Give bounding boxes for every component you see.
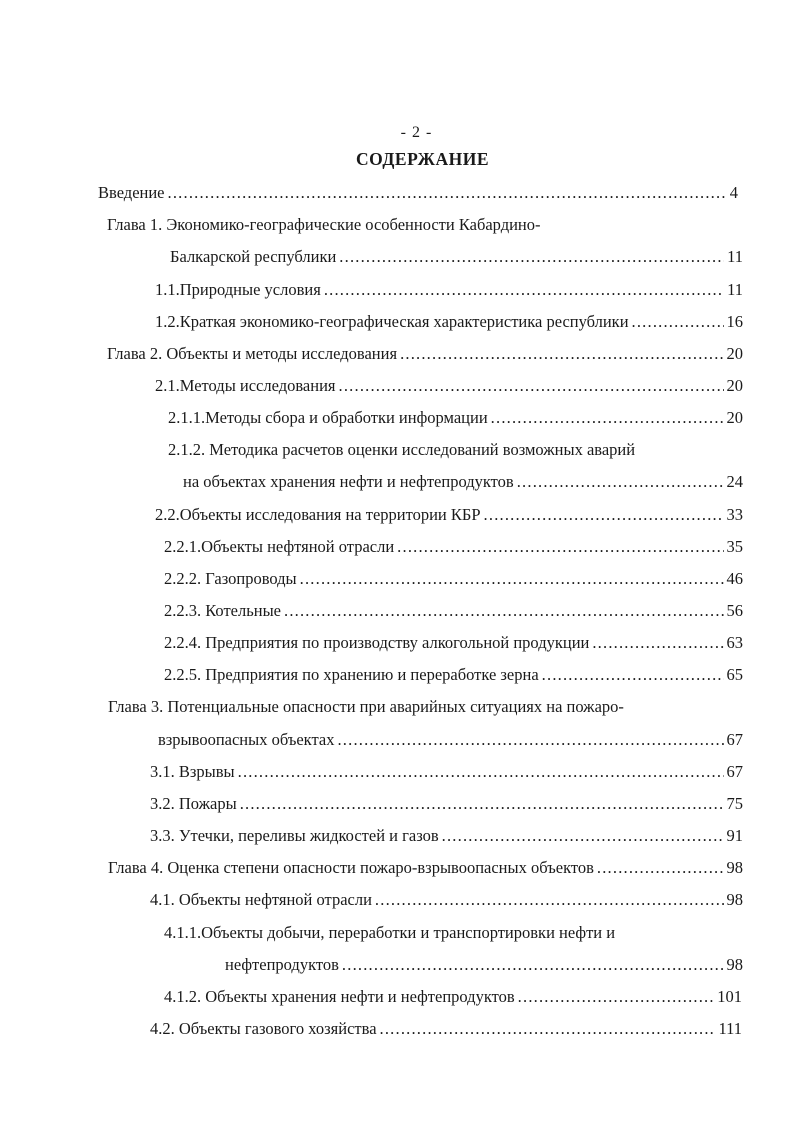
- toc-entry: [170, 245, 743, 269]
- toc-entry-title: 4.2. Объекты газового хозяйства: [150, 1019, 377, 1038]
- toc-entry-page: 24: [726, 472, 743, 491]
- toc-entry-page: 98: [726, 955, 743, 974]
- leader-dots: [240, 792, 724, 816]
- toc-entry: [164, 535, 743, 559]
- toc-entry-page: 111: [718, 1019, 742, 1038]
- toc-entry: [164, 985, 742, 1009]
- toc-entry-page: 20: [726, 344, 743, 363]
- leader-dots: [397, 535, 723, 559]
- toc-entry: [150, 888, 743, 912]
- toc-entry-title: 4.1. Объекты нефтяной отрасли: [150, 890, 372, 909]
- leader-dots: [342, 953, 724, 977]
- toc-entry-page: 67: [726, 730, 743, 749]
- toc-entry-title: 2.2.5. Предприятия по хранению и переработке зерна: [164, 665, 539, 684]
- toc-entry: [158, 728, 743, 752]
- leader-dots: [375, 888, 724, 912]
- toc-entry-title: 4.1.1.Объекты добычи, переработки и транспортировки нефти и: [164, 923, 616, 942]
- leader-dots: [400, 342, 723, 366]
- toc-entry: [150, 792, 743, 816]
- toc-entry-title: 2.2.2. Газопроводы: [164, 569, 297, 588]
- toc-entry-page: 98: [726, 890, 743, 909]
- toc-entry-title: 1.1.Природные условия: [155, 280, 321, 299]
- toc-entry: [155, 278, 743, 302]
- toc-entry: [164, 567, 743, 591]
- toc-heading: СОДЕРЖАНИЕ: [355, 149, 489, 169]
- leader-dots: [442, 824, 724, 848]
- toc-entry: [108, 856, 743, 880]
- leader-dots: [597, 856, 724, 880]
- toc-entry: [183, 470, 743, 494]
- toc-entry-title: Глава 3. Потенциальные опасности при аварийных ситуациях на пожаро-: [108, 697, 624, 716]
- toc-entry: [155, 310, 743, 334]
- toc-entry-title: Введение: [98, 183, 165, 202]
- toc-entry-page: 98: [726, 858, 743, 877]
- toc-entry-page: 20: [726, 408, 743, 427]
- leader-dots: [238, 760, 724, 784]
- toc-entry: [164, 921, 615, 945]
- toc-entry-title: взрывоопасных объектах: [158, 730, 335, 749]
- toc-entry-title: Глава 1. Экономико-географические особенности Кабардино-: [107, 215, 541, 234]
- toc-entry-title: 4.1.2. Объекты хранения нефти и нефтепродуктов: [164, 987, 515, 1006]
- toc-entry-title: 2.2.1.Объекты нефтяной отрасли: [164, 537, 395, 556]
- toc-entry-title: на объектах хранения нефти и нефтепродуктов: [183, 472, 514, 491]
- toc-entry-page: 35: [726, 537, 743, 556]
- toc-entry: [164, 663, 743, 687]
- toc-entry: [168, 438, 635, 462]
- toc-entry-title: Балкарской республики: [170, 247, 337, 266]
- toc-entry-title: 3.3. Утечки, переливы жидкостей и газов: [150, 826, 439, 845]
- toc-entry-page: 63: [726, 633, 743, 652]
- toc-entry-page: 75: [726, 794, 743, 813]
- toc-entry-page: 56: [726, 601, 743, 620]
- toc-entry: [164, 599, 743, 623]
- leader-dots: [337, 728, 723, 752]
- toc-entry: [107, 342, 743, 366]
- toc-entry: [168, 406, 743, 430]
- toc-entry-title: 2.1.Методы исследования: [155, 376, 336, 395]
- toc-entry: [150, 760, 743, 784]
- leader-dots: [339, 245, 724, 269]
- toc-entry-page: 33: [726, 505, 743, 524]
- toc-entry-page: 91: [726, 826, 743, 845]
- toc-entry: [164, 631, 743, 655]
- leader-dots: [284, 599, 724, 623]
- toc-entry: [108, 695, 624, 719]
- toc-entry: [98, 181, 738, 205]
- leader-dots: [542, 663, 724, 687]
- toc-entry-title: 1.2.Краткая экономико-географическая характеристика республики: [155, 312, 629, 331]
- toc-entry-page: 67: [726, 762, 743, 781]
- toc-entry-title: 2.2.4. Предприятия по производству алкогольной продукции: [164, 633, 590, 652]
- toc-entry-title: 3.2. Пожары: [150, 794, 237, 813]
- leader-dots: [632, 310, 724, 334]
- toc-entry-page: 65: [726, 665, 743, 684]
- leader-dots: [339, 374, 724, 398]
- toc-entry-page: 16: [726, 312, 743, 331]
- leader-dots: [484, 503, 724, 527]
- toc-entry: [155, 503, 743, 527]
- toc-entry-title: нефтепродуктов: [225, 955, 339, 974]
- toc-entry-title: 2.2.Объекты исследования на территории КБР: [155, 505, 481, 524]
- toc-entry: [107, 213, 541, 237]
- leader-dots: [324, 278, 724, 302]
- page-number: - 2 -: [400, 124, 433, 141]
- toc-entry-title: 2.1.1.Методы сбора и обработки информации: [168, 408, 488, 427]
- toc-entry: [225, 953, 743, 977]
- toc-entry-page: 20: [726, 376, 743, 395]
- toc-entry-page: 11: [727, 247, 743, 266]
- leader-dots: [517, 470, 724, 494]
- toc-entry: [150, 1017, 742, 1041]
- leader-dots: [592, 631, 723, 655]
- toc-entry-title: 2.2.3. Котельные: [164, 601, 281, 620]
- toc-entry-page: 4: [729, 183, 738, 202]
- toc-entry-title: Глава 4. Оценка степени опасности пожаро-взрывоопасных объектов: [108, 858, 594, 877]
- toc-entry-title: Глава 2. Объекты и методы исследования: [107, 344, 398, 363]
- leader-dots: [300, 567, 724, 591]
- leader-dots: [518, 985, 715, 1009]
- toc-entry-title: 2.1.2. Методика расчетов оценки исследований возможных аварий: [168, 440, 636, 459]
- toc-entry-title: 3.1. Взрывы: [150, 762, 235, 781]
- toc-entry: [150, 824, 743, 848]
- leader-dots: [380, 1017, 716, 1041]
- toc-entry-page: 11: [727, 280, 743, 299]
- leader-dots: [491, 406, 724, 430]
- toc-entry-page: 46: [726, 569, 743, 588]
- leader-dots: [168, 181, 727, 205]
- toc-entry: [155, 374, 743, 398]
- toc-entry-page: 101: [717, 987, 742, 1006]
